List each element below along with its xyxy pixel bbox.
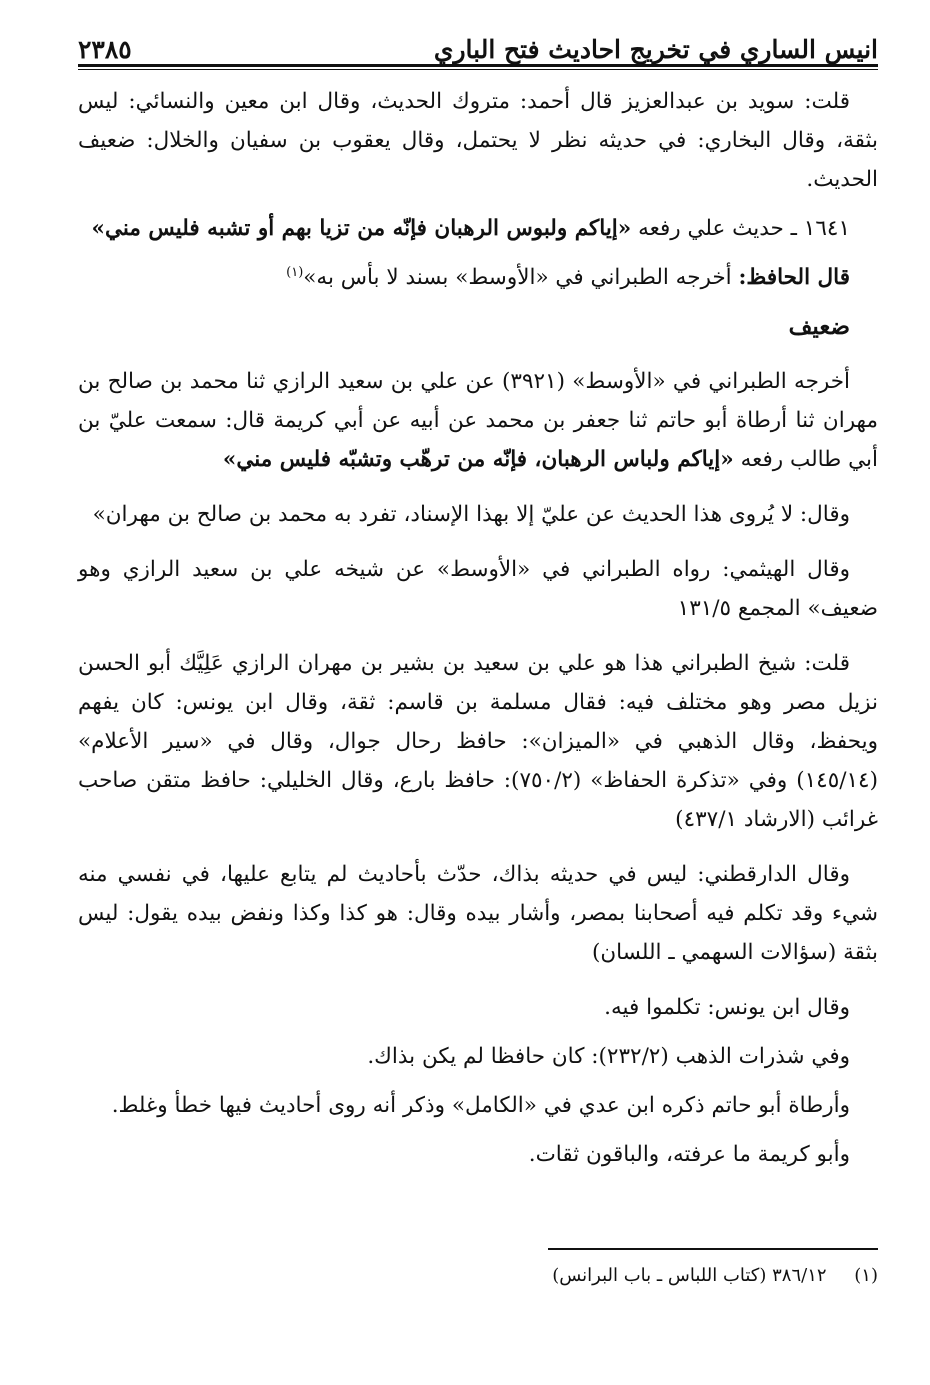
footnote-number: (١)	[854, 1265, 878, 1286]
page-body	[78, 82, 878, 1184]
paragraph-daraqutni: وقال الدارقطني: ليس في حديثه بذاك، حدّث بأحاديث لم يتابع عليها، في نفسي منه شيء وقد تكلم فيه أصحابنا بمصر، وأشار بيده وقال: هو كذا وكذا ونفض بيده يقول: ليس بثقة (سؤالات السهمي ـ اللسان)	[78, 862, 878, 965]
paragraph-abu-karima: وأبو كريمة ما عرفته، والباقون ثقات.	[528, 1142, 850, 1167]
footnote-reference: (١)	[286, 264, 304, 280]
footnote	[78, 1262, 878, 1290]
hadith-number-lead: ١٦٤١ ـ حديث علي رفعه	[638, 216, 850, 241]
page-header	[78, 20, 878, 64]
takhrij-text: أخرجه الطبراني في «الأوسط» (٣٩٢١) عن علي بن سعيد الرازي ثنا محمد بن صالح بن مهران ثنا أرطاة أبو حاتم ثنا جعفر بن محمد عن أبيه عن أبي كريمة قال: سمعت عليّ بن أبي طالب رفعه	[78, 369, 878, 472]
paragraph-haythami: وقال الهيثمي: رواه الطبراني في «الأوسط» عن شيخه علي بن سعيد الرازي وهو ضعيف» المجمع ١٣١/٥	[78, 557, 878, 621]
paragraph-hafiz-statement	[78, 258, 878, 297]
paragraph-shadharat: وفي شذرات الذهب (٢٣٢/٢): كان حافظا لم يكن بذاك.	[367, 1044, 850, 1069]
grade-heading: ضعيف	[788, 313, 850, 340]
hadith-text: «إياكم ولبوس الرهبان فإنّه من تزيا بهم أو تشبه فليس مني»	[91, 216, 632, 241]
paragraph-comment-suwayd: قلت: سويد بن عبدالعزيز قال أحمد: متروك الحديث، وقال ابن معين والنسائي: ليس بثقة، وقال البخاري: في حديثه نظر لا يحتمل، وقال يعقوب بن سفيان والخلال: ضعيف الحديث.	[78, 89, 878, 192]
takhrij-hadith-text: «إياكم ولباس الرهبان، فإنّه من ترهّب وتشبّه فليس مني»	[222, 447, 734, 472]
footnote-text: ٣٨٦/١٢ (كتاب اللباس ـ باب البرانس)	[552, 1265, 827, 1286]
footnote-rule	[548, 1248, 878, 1250]
header-rule	[78, 64, 878, 67]
paragraph-artah: وأرطاة أبو حاتم ذكره ابن عدي في «الكامل» وذكر أنه روى أحاديث فيها خطأ وغلط.	[111, 1093, 850, 1118]
running-title: انيس الساري في تخريج احاديث فتح الباري	[433, 35, 878, 64]
hafiz-text: أخرجه الطبراني في «الأوسط» بسند لا بأس به»	[303, 265, 732, 290]
paragraph-ali-bin-said: قلت: شيخ الطبراني هذا هو علي بن سعيد بن بشير بن مهران الرازي عَلِيَّك أبو الحسن نزيل مصر وهو مختلف فيه: فقال مسلمة بن قاسم: ثقة، وقال ابن يونس: كان يفهم ويحفظ، وقال الذهبي في «الميزان»: حافظ رحال جوال، وقال في «سير الأعلام» (١٤٥/١٤) وفي «تذكرة الحفاظ» (٧٥٠/٢): حافظ بارع، وقال الخليلي: حافظ متقن صاحب غرائب (الارشاد ٤٣٧/١)	[78, 651, 878, 832]
paragraph-takhrij	[78, 362, 878, 479]
header-rule-thin	[78, 69, 878, 70]
page-number: ٢٣٨٥	[78, 35, 132, 64]
paragraph-hadith-1641	[78, 209, 878, 248]
hafiz-label: قال الحافظ:	[738, 265, 850, 290]
paragraph-tabarani-note: وقال: لا يُروى هذا الحديث عن عليّ إلا بهذا الإسناد، تفرد به محمد بن صالح بن مهران»	[92, 502, 850, 527]
paragraph-ibn-yunus: وقال ابن يونس: تكلموا فيه.	[604, 995, 850, 1020]
